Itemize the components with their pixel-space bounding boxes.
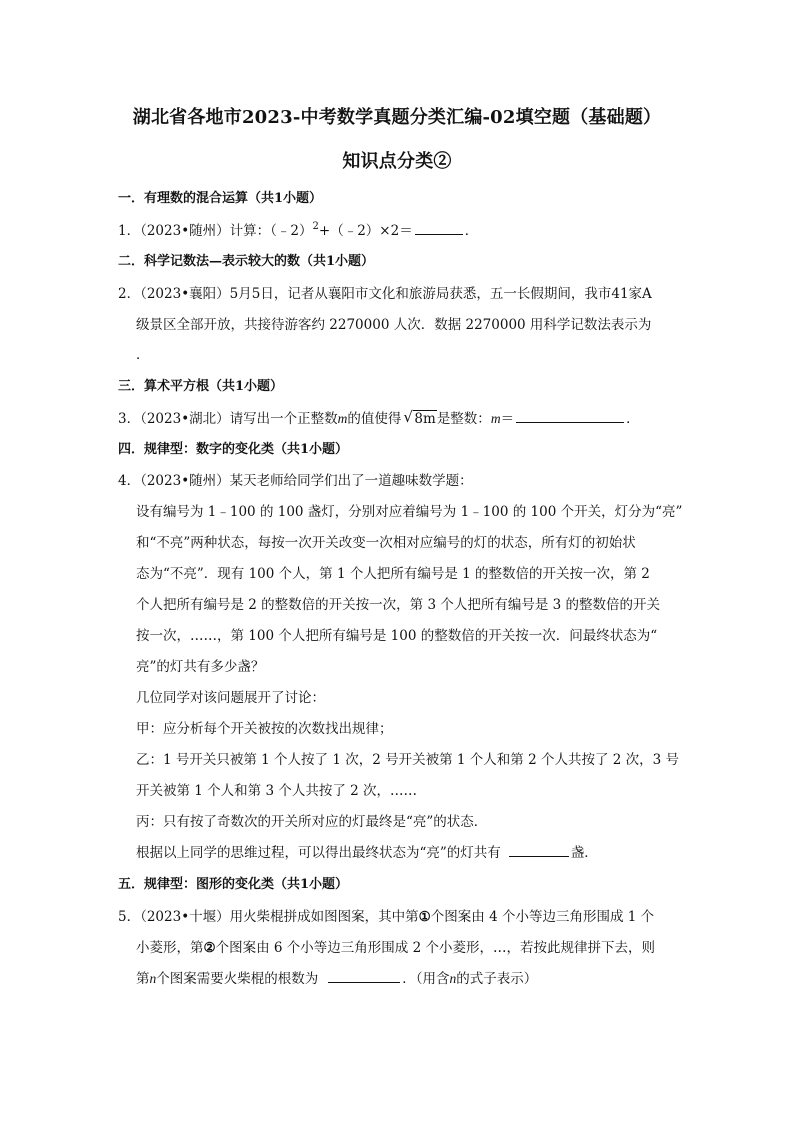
question-text: 用火柴棍拼成如图图案，其中第 (229, 909, 419, 925)
question-1 (118, 219, 478, 239)
question-2-line-1 (118, 282, 652, 302)
question-text: 个图案由 6 个小等边三角形围成 2 个小菱形，…，若按此规律拼下去，则 (215, 940, 655, 956)
question-number: 3． (118, 411, 141, 427)
document-title: 湖北省各地市2023-中考数学真题分类汇编-02填空题（基础题） (132, 107, 662, 128)
question-text: 是整数： (436, 411, 491, 427)
question-text: ．（用含 (402, 971, 450, 987)
section-heading-2: 二．科学记数法—表示较大的数（共1小题） (118, 254, 375, 269)
question-text: 的式子表示） (456, 971, 538, 987)
question-text: 的值使得 (347, 411, 402, 427)
question-text: ． (626, 411, 640, 427)
radicand: 8m (414, 411, 436, 427)
answer-blank[interactable] (415, 220, 463, 235)
section-heading-4: 四．规律型：数字的变化类（共1小题） (118, 442, 349, 457)
question-5-line-3 (136, 967, 537, 987)
question-number: 1． (118, 223, 141, 239)
question-text: ＝ (500, 411, 515, 427)
question-text: +（﹣2）×2＝ (318, 223, 413, 239)
circled-number-2: ② (203, 940, 216, 956)
question-4-body-line: 丙：只有按了奇数次的开关所对应的灯最终是“亮”的状态． (136, 814, 488, 830)
question-text: ． (464, 223, 479, 239)
question-text: 计算：（﹣2） (229, 223, 313, 239)
question-4-intro (118, 469, 473, 489)
question-source: （2023•十堰） (140, 909, 230, 925)
question-5-line-1 (118, 905, 654, 925)
answer-blank[interactable] (516, 408, 624, 423)
answer-blank[interactable] (328, 968, 400, 983)
question-4-body-line: 乙：1 号开关只被第 1 个人按了 1 次，2 号开关被第 1 个人和第 2 个人共按了 2 次，3 号 (136, 752, 679, 768)
section-heading-5: 五．规律型：图形的变化类（共1小题） (118, 877, 349, 892)
variable: m (490, 411, 501, 426)
question-source: （2023•随州） (140, 223, 230, 239)
variable: n (449, 971, 457, 986)
answer-blank[interactable] (509, 842, 569, 857)
question-4-body-line: 个人把所有编号是 2 的整数倍的开关按一次，第 3 个人把所有编号是 3 的整数倍的开关 (136, 597, 661, 613)
question-text: 盏． (570, 845, 598, 861)
question-source: （2023•襄阳） (140, 286, 230, 302)
question-text: ． (136, 347, 150, 363)
exponent: 2 (312, 221, 319, 232)
square-root (403, 408, 436, 427)
question-2-line-2: 级景区全部开放，共接待游客约 2270000 人次．数据 2270000 用科学记数法表示为 (136, 317, 652, 333)
question-number: 5． (118, 909, 141, 925)
question-4-body-line: 设有编号为 1﹣100 的 100 盏灯，分别对应着编号为 1﹣100 的 100 个开关，灯分为“亮” (136, 504, 683, 520)
question-text: 5月5日，记者从襄阳市文化和旅游局获悉，五一长假期间，我市41家A (229, 286, 652, 302)
question-5-line-2 (136, 936, 655, 956)
question-4-body-line: 和“不亮”两种状态，每按一次开关改变一次相对应编号的灯的状态，所有灯的初始状 (136, 535, 636, 551)
question-2-line-3 (136, 343, 150, 363)
question-3 (118, 407, 640, 427)
question-source: （2023•湖北） (140, 411, 230, 427)
radical-sign: √ (403, 408, 413, 426)
variable: n (149, 971, 157, 986)
question-text: 根据以上同学的思维过程，可以得出最终状态为“亮”的灯共有 (136, 845, 501, 861)
question-4-body-line: 态为“不亮”．现有 100 个人，第 1 个人把所有编号是 1 的整数倍的开关按一次，第 2 (136, 566, 650, 582)
document-subtitle: 知识点分类② (342, 151, 452, 172)
question-text: 个图案需要火柴棍的根数为 (156, 971, 319, 987)
question-number: 2． (118, 286, 141, 302)
question-4-body-line: 按一次，……，第 100 个人把所有编号是 100 的整数倍的开关按一次．问最终状态为“ (136, 628, 658, 644)
section-heading-1: 一．有理数的混合运算（共1小题） (118, 191, 323, 206)
question-4-body-line: 甲：应分析每个开关被按的次数找出规律； (136, 721, 393, 737)
circled-number-1: ① (418, 909, 431, 925)
question-4-body-line: 亮”的灯共有多少盏？ (136, 659, 265, 675)
section-heading-3: 三．算术平方根（共1小题） (118, 379, 284, 394)
question-4-body-line: 开关被第 1 个人和第 3 个人共按了 2 次，…… (136, 783, 418, 799)
question-4-final (136, 841, 598, 861)
question-text: 第 (136, 971, 150, 987)
question-source: （2023•随州） (140, 473, 230, 489)
question-text: 请写出一个正整数 (229, 411, 338, 427)
question-text: 个图案由 4 个小等边三角形围成 1 个 (430, 909, 655, 925)
question-number: 4． (118, 473, 141, 489)
question-text: 某天老师给同学们出了一道趣味数学题： (229, 473, 473, 489)
question-text: 小菱形，第 (136, 940, 204, 956)
question-4-body-line: 几位同学对该问题展开了讨论： (136, 690, 325, 706)
variable: m (337, 411, 348, 426)
